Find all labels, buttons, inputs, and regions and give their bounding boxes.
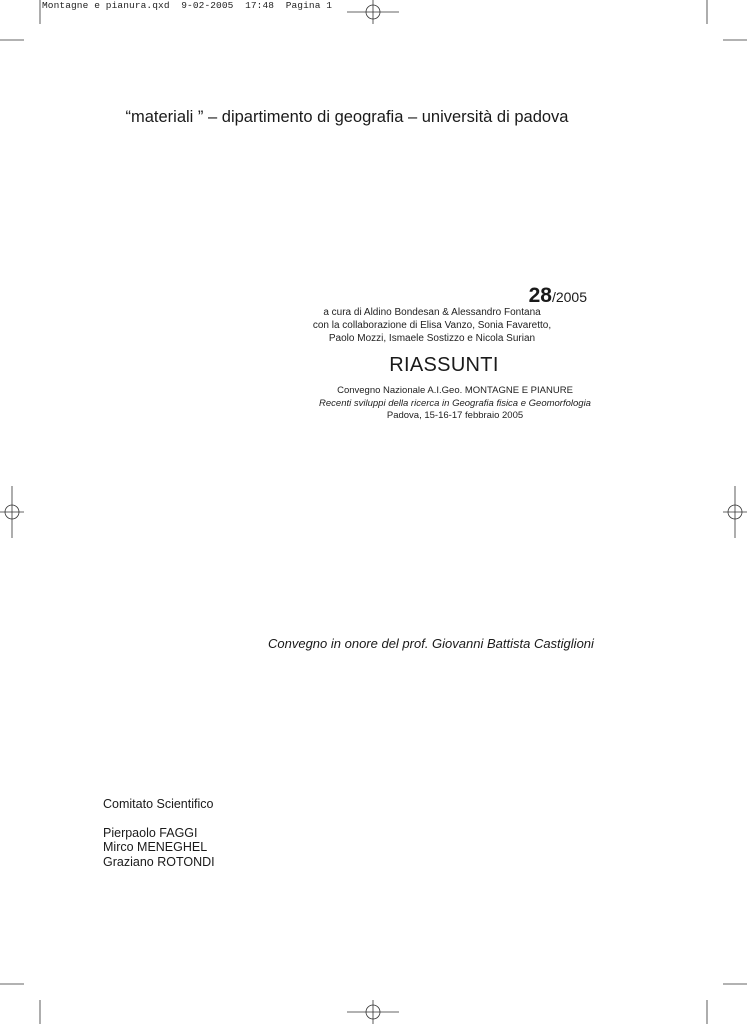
slug-page: Pagina 1 [285,0,333,11]
dedication: Convegno in onore del prof. Giovanni Battista Castiglioni [268,636,594,651]
registration-mark-left [0,486,24,538]
issue-year: /2005 [551,289,587,305]
committee-member: Graziano ROTONDI [103,854,215,869]
issue-number-value: 28 [528,284,552,307]
registration-mark-bottom [347,1000,399,1024]
editors-line-2: con la collaborazione di Elisa Vanzo, Sonia Favaretto, [312,320,552,331]
registration-mark-top [347,0,399,24]
page-title: RIASSUNTI [389,354,499,376]
print-slug [42,0,332,11]
conference-subtitle: Recenti sviluppi della ricerca in Geografia fisica e Geomorfologia [319,397,591,409]
registration-mark-right [723,486,747,538]
committee-heading: Comitato Scientifico [103,797,214,811]
slug-time: 17:48 [245,0,275,11]
committee-member: Mirco MENEGHEL [103,840,208,854]
conference-place-date: Padova, 15-16-17 febbraio 2005 [386,410,524,421]
committee-member: Pierpaolo FAGGI [103,825,198,840]
series-header-text: “materiali ” – dipartimento di geografia – università di padova [125,108,569,126]
scientific-committee [103,797,215,869]
conference-name: Convegno Nazionale A.I.Geo. MONTAGNE E PIANURE [337,385,573,396]
conference-block [310,385,600,423]
editors-line-3: Paolo Mozzi, Ismaele Sostizzo e Nicola Surian [328,333,536,344]
issue-number [529,284,587,308]
editors-line-1: a cura di Aldino Bondesan & Alessandro Fontana [323,307,541,318]
slug-filename: Montagne e pianura.qxd [42,0,170,11]
editors-block [300,306,564,345]
series-header [0,108,700,127]
slug-date: 9-02-2005 [181,0,234,11]
